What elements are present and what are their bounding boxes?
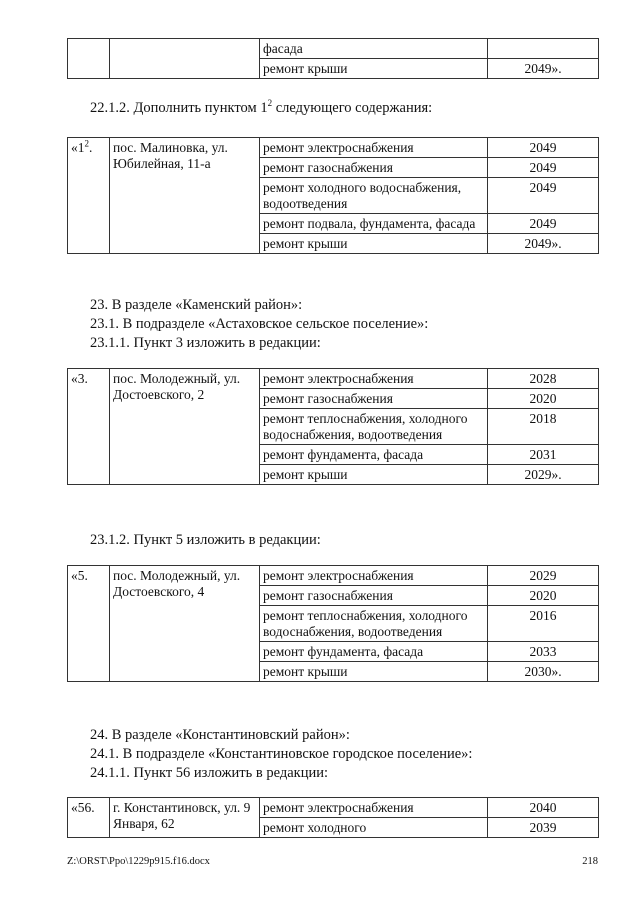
table-row <box>68 39 599 59</box>
work-cell: ремонт электроснабжения <box>260 798 488 818</box>
footer-file-path: Z:\ORST\Ppo\1229p915.f16.docx <box>67 856 210 867</box>
work-cell: ремонт крыши <box>260 59 488 79</box>
year-cell: 2049 <box>488 214 599 234</box>
paragraph-23-1: 23.1. В подразделе «Астаховское сельское поселение»: <box>90 316 429 332</box>
work-cell: ремонт подвала, фундамента, фасада <box>260 214 488 234</box>
work-cell: ремонт крыши <box>260 234 488 254</box>
year-cell: 2039 <box>488 818 599 838</box>
year-cell: 2029». <box>488 465 599 485</box>
paragraph-22-1-2: 22.1.2. Дополнить пунктом $1^2$ следующего содержания: <box>90 98 433 116</box>
table-item-3 <box>67 368 599 485</box>
table-continuation <box>67 38 599 79</box>
table-row <box>68 369 599 389</box>
work-cell: ремонт электроснабжения <box>260 566 488 586</box>
year-cell: 2049». <box>488 234 599 254</box>
year-cell: 2028 <box>488 369 599 389</box>
work-cell: фасада <box>260 39 488 59</box>
year-cell: 2033 <box>488 642 599 662</box>
address-cell: г. Константиновск, ул. 9 Января, 62 <box>110 798 260 838</box>
table-item-56 <box>67 797 599 838</box>
address-cell: пос. Молодежный, ул. Достоевского, 4 <box>110 566 260 682</box>
paragraph-23-1-1: 23.1.1. Пункт 3 изложить в редакции: <box>90 335 321 351</box>
footer-page-number: 218 <box>582 856 598 867</box>
work-cell: ремонт холодного <box>260 818 488 838</box>
paragraph-23: 23. В разделе «Каменский район»: <box>90 297 303 313</box>
paragraph-24: 24. В разделе «Константиновский район»: <box>90 727 350 743</box>
item-number: «56. <box>68 798 110 838</box>
work-cell: ремонт газоснабжения <box>260 389 488 409</box>
year-cell: 2049». <box>488 59 599 79</box>
item-number: «3. <box>68 369 110 485</box>
year-cell: 2030». <box>488 662 599 682</box>
year-cell <box>488 39 599 59</box>
year-cell: 2020 <box>488 586 599 606</box>
work-cell: ремонт теплоснабжения, холодного водоснабжения, водоотведения <box>260 409 488 445</box>
year-cell: 2031 <box>488 445 599 465</box>
work-cell: ремонт крыши <box>260 662 488 682</box>
address-cell: пос. Малиновка, ул. Юбилейная, 11-а <box>110 138 260 254</box>
work-cell: ремонт газоснабжения <box>260 586 488 606</box>
work-cell: ремонт крыши <box>260 465 488 485</box>
table-item-1-2 <box>67 137 599 254</box>
item-number: «$1^2$. <box>68 138 110 254</box>
table-item-5 <box>67 565 599 682</box>
work-cell: ремонт теплоснабжения, холодного водоснабжения, водоотведения <box>260 606 488 642</box>
work-cell: ремонт холодного водоснабжения, водоотведения <box>260 178 488 214</box>
year-cell: 2049 <box>488 158 599 178</box>
table-row <box>68 798 599 818</box>
work-cell: ремонт газоснабжения <box>260 158 488 178</box>
work-cell: ремонт фундамента, фасада <box>260 445 488 465</box>
paragraph-24-1: 24.1. В подразделе «Константиновское городское поселение»: <box>90 746 473 762</box>
paragraph-24-1-1: 24.1.1. Пункт 56 изложить в редакции: <box>90 765 329 781</box>
year-cell: 2016 <box>488 606 599 642</box>
year-cell: 2049 <box>488 138 599 158</box>
paragraph-23-1-2: 23.1.2. Пункт 5 изложить в редакции: <box>90 532 321 548</box>
year-cell: 2020 <box>488 389 599 409</box>
year-cell: 2040 <box>488 798 599 818</box>
work-cell: ремонт фундамента, фасада <box>260 642 488 662</box>
work-cell: ремонт электроснабжения <box>260 138 488 158</box>
table-row <box>68 566 599 586</box>
year-cell: 2029 <box>488 566 599 586</box>
year-cell: 2018 <box>488 409 599 445</box>
work-cell: ремонт электроснабжения <box>260 369 488 389</box>
table-row <box>68 138 599 158</box>
item-number: «5. <box>68 566 110 682</box>
year-cell: 2049 <box>488 178 599 214</box>
address-cell: пос. Молодежный, ул. Достоевского, 2 <box>110 369 260 485</box>
